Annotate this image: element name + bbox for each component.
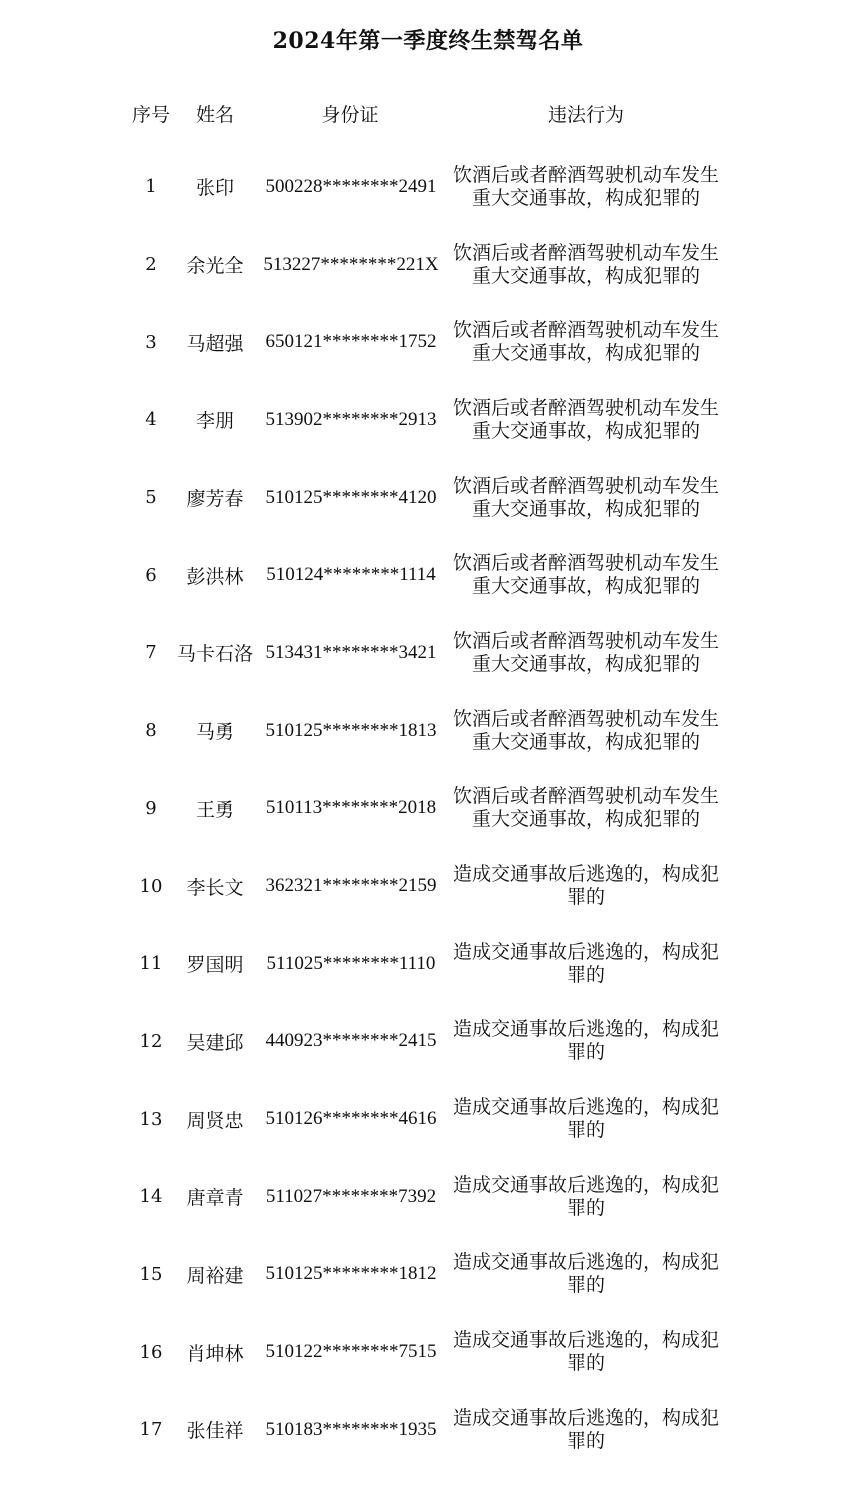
row-id: 510126********4616	[265, 1108, 437, 1130]
row-violation-text: 造成交通事故后逃逸的，构成犯罪的	[452, 1251, 719, 1297]
row-id: 510113********2018	[265, 797, 437, 819]
row-violation	[452, 1003, 720, 1081]
table-row	[0, 614, 856, 692]
row-violation-text: 饮酒后或者醉酒驾驶机动车发生重大交通事故，构成犯罪的	[452, 552, 719, 598]
row-id: 510125********4120	[265, 486, 437, 508]
row-id: 511025********1110	[266, 952, 436, 974]
row-name: 马超强	[186, 332, 244, 355]
page-title: 2024年第一季度终生禁驾名单	[272, 28, 584, 54]
row-id: 510125********1812	[265, 1263, 437, 1285]
row-violation	[452, 614, 720, 692]
row-violation-text: 造成交通事故后逃逸的，构成犯罪的	[452, 1406, 719, 1452]
row-violation-text: 造成交通事故后逃逸的，构成犯罪的	[452, 940, 719, 986]
table-row	[0, 1003, 856, 1081]
row-violation	[452, 226, 720, 304]
row-seq: 11	[139, 953, 163, 975]
row-id: 513227********221X	[263, 253, 439, 275]
row-violation	[452, 303, 720, 381]
row-id: 500228********2491	[265, 175, 437, 197]
row-violation	[452, 536, 720, 614]
row-seq: 17	[139, 1419, 163, 1441]
table-row	[0, 925, 856, 1003]
row-id: 362321********2159	[265, 875, 437, 897]
row-name: 李长文	[186, 876, 244, 899]
row-violation-text: 造成交通事故后逃逸的，构成犯罪的	[452, 1329, 719, 1375]
row-violation-text: 造成交通事故后逃逸的，构成犯罪的	[452, 863, 719, 909]
row-seq: 5	[145, 487, 157, 509]
row-name: 周裕建	[186, 1264, 244, 1287]
row-violation-text: 饮酒后或者醉酒驾驶机动车发生重大交通事故，构成犯罪的	[452, 319, 719, 365]
table-row	[0, 1236, 856, 1314]
row-seq: 7	[145, 642, 157, 664]
row-name: 马勇	[195, 721, 234, 744]
row-name: 余光全	[186, 255, 244, 278]
row-violation-text: 造成交通事故后逃逸的，构成犯罪的	[452, 1096, 719, 1142]
row-seq: 8	[145, 720, 157, 742]
row-seq: 10	[139, 875, 163, 897]
row-violation-text: 饮酒后或者醉酒驾驶机动车发生重大交通事故，构成犯罪的	[452, 629, 719, 675]
row-seq: 3	[145, 331, 157, 353]
row-id: 510122********7515	[265, 1341, 437, 1363]
table-row	[0, 1391, 856, 1469]
row-violation	[452, 1158, 720, 1236]
table-row	[0, 148, 856, 226]
row-violation	[452, 692, 720, 770]
row-name: 王勇	[195, 798, 234, 821]
table-row	[0, 459, 856, 537]
table-row	[0, 692, 856, 770]
row-name: 唐章青	[186, 1187, 244, 1210]
row-id: 510125********1813	[265, 719, 437, 741]
table-row	[0, 1158, 856, 1236]
table-header	[0, 100, 856, 130]
row-violation	[452, 1080, 720, 1158]
row-seq: 15	[139, 1263, 163, 1285]
table-row	[0, 1080, 856, 1158]
row-violation-text: 饮酒后或者醉酒驾驶机动车发生重大交通事故，构成犯罪的	[452, 785, 719, 831]
table-row	[0, 381, 856, 459]
row-violation-text: 饮酒后或者醉酒驾驶机动车发生重大交通事故，构成犯罪的	[452, 163, 719, 209]
row-violation	[452, 1236, 720, 1314]
row-id: 650121********1752	[265, 331, 437, 353]
table-body	[0, 148, 856, 1469]
row-seq: 6	[145, 564, 157, 586]
row-seq: 13	[139, 1108, 163, 1130]
table-row	[0, 1313, 856, 1391]
row-id: 440923********2415	[265, 1030, 437, 1052]
row-violation-text: 饮酒后或者醉酒驾驶机动车发生重大交通事故，构成犯罪的	[452, 241, 719, 287]
header-seq: 序号	[131, 104, 170, 126]
row-seq: 1	[145, 176, 157, 198]
row-id: 510124********1114	[266, 564, 436, 586]
row-name: 彭洪林	[186, 565, 244, 588]
row-seq: 9	[145, 797, 157, 819]
row-name: 张佳祥	[186, 1420, 244, 1443]
row-violation	[452, 770, 720, 848]
row-violation	[452, 459, 720, 537]
row-violation-text: 造成交通事故后逃逸的，构成犯罪的	[452, 1018, 719, 1064]
row-name: 周贤忠	[186, 1109, 244, 1132]
row-id: 510183********1935	[265, 1418, 437, 1440]
table-row	[0, 847, 856, 925]
table-row	[0, 226, 856, 304]
row-violation-text: 饮酒后或者醉酒驾驶机动车发生重大交通事故，构成犯罪的	[452, 707, 719, 753]
row-seq: 12	[139, 1030, 163, 1052]
row-violation	[452, 148, 720, 226]
header-id: 身份证	[321, 104, 379, 126]
row-name: 罗国明	[186, 954, 244, 977]
row-seq: 4	[145, 409, 157, 431]
table-row	[0, 536, 856, 614]
table-row	[0, 303, 856, 381]
table-row	[0, 770, 856, 848]
row-violation-text: 造成交通事故后逃逸的，构成犯罪的	[452, 1173, 719, 1219]
header-violation: 违法行为	[547, 104, 624, 126]
row-violation	[452, 1391, 720, 1469]
row-id: 513902********2913	[265, 408, 437, 430]
row-seq: 14	[139, 1186, 163, 1208]
row-seq: 16	[139, 1341, 163, 1363]
row-violation	[452, 847, 720, 925]
row-name: 肖坤林	[186, 1342, 244, 1365]
row-name: 张印	[195, 177, 234, 200]
row-name: 李朋	[195, 410, 234, 433]
row-violation	[452, 925, 720, 1003]
row-violation-text: 饮酒后或者醉酒驾驶机动车发生重大交通事故，构成犯罪的	[452, 396, 719, 442]
row-seq: 2	[145, 254, 157, 276]
row-id: 513431********3421	[265, 641, 437, 663]
row-name: 吴建邱	[186, 1031, 244, 1054]
row-id: 511027********7392	[265, 1185, 437, 1207]
header-name: 姓名	[195, 104, 234, 126]
row-violation	[452, 1313, 720, 1391]
row-name: 马卡石洛	[176, 643, 253, 666]
row-name: 廖芳春	[186, 488, 244, 511]
row-violation	[452, 381, 720, 459]
row-violation-text: 饮酒后或者醉酒驾驶机动车发生重大交通事故，构成犯罪的	[452, 474, 719, 520]
